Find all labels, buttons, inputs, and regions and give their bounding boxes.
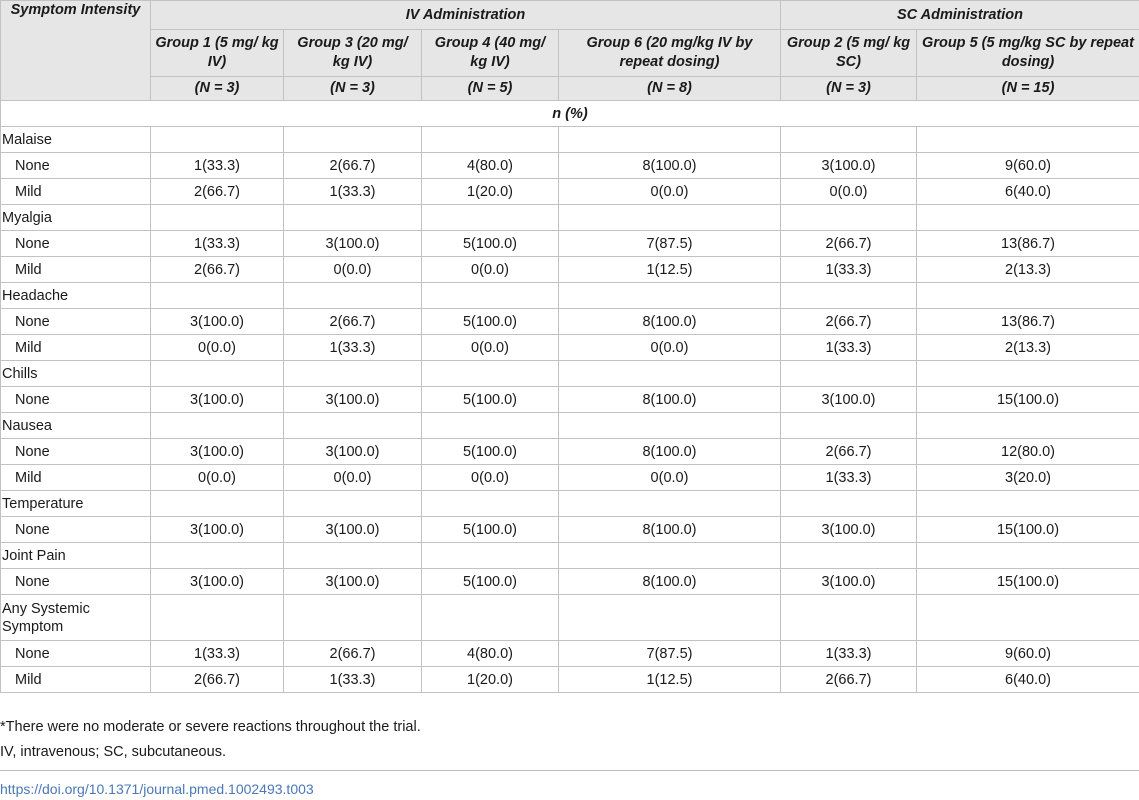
section-label: Myalgia [1, 205, 151, 231]
value-cell: 2(66.7) [781, 667, 917, 693]
intensity-label: None [1, 517, 151, 543]
value-cell: 2(66.7) [781, 439, 917, 465]
table-row [1, 465, 1139, 491]
empty-cell [559, 595, 781, 641]
value-cell: 3(100.0) [151, 439, 284, 465]
table-row [1, 439, 1139, 465]
empty-cell [917, 595, 1139, 641]
value-cell: 3(100.0) [781, 387, 917, 413]
value-cell: 3(100.0) [781, 569, 917, 595]
column-n: (N = 15) [917, 77, 1139, 101]
empty-cell [559, 491, 781, 517]
empty-cell [284, 127, 422, 153]
value-cell: 9(60.0) [917, 641, 1139, 667]
empty-cell [284, 361, 422, 387]
value-cell: 6(40.0) [917, 179, 1139, 205]
empty-cell [422, 595, 559, 641]
empty-cell [422, 283, 559, 309]
table-row [1, 517, 1139, 543]
empty-cell [559, 413, 781, 439]
value-cell: 3(100.0) [151, 387, 284, 413]
value-cell: 1(33.3) [781, 641, 917, 667]
corner-header: Symptom Intensity [1, 1, 151, 101]
value-cell: 15(100.0) [917, 517, 1139, 543]
group-header-sc: SC Administration [781, 1, 1139, 30]
value-cell: 12(80.0) [917, 439, 1139, 465]
empty-cell [917, 413, 1139, 439]
value-cell: 0(0.0) [422, 257, 559, 283]
table-row [1, 309, 1139, 335]
empty-cell [781, 283, 917, 309]
empty-cell [422, 205, 559, 231]
empty-cell [917, 543, 1139, 569]
value-cell: 3(100.0) [284, 517, 422, 543]
value-cell: 0(0.0) [559, 465, 781, 491]
empty-cell [781, 491, 917, 517]
value-cell: 0(0.0) [422, 335, 559, 361]
column-n: (N = 3) [781, 77, 917, 101]
intensity-label: Mild [1, 257, 151, 283]
intensity-label: None [1, 387, 151, 413]
value-cell: 3(100.0) [151, 569, 284, 595]
table-header [1, 1, 1139, 101]
value-cell: 2(66.7) [284, 309, 422, 335]
value-cell: 3(20.0) [917, 465, 1139, 491]
value-cell: 13(86.7) [917, 231, 1139, 257]
empty-cell [559, 361, 781, 387]
value-cell: 15(100.0) [917, 569, 1139, 595]
value-cell: 1(33.3) [151, 641, 284, 667]
empty-cell [781, 127, 917, 153]
value-cell: 1(33.3) [781, 257, 917, 283]
value-cell: 1(33.3) [284, 335, 422, 361]
column-n: (N = 3) [284, 77, 422, 101]
section-row [1, 283, 1139, 309]
value-cell: 5(100.0) [422, 517, 559, 543]
value-cell: 1(33.3) [781, 465, 917, 491]
empty-cell [917, 283, 1139, 309]
intensity-label: Mild [1, 667, 151, 693]
value-cell: 0(0.0) [422, 465, 559, 491]
value-cell: 3(100.0) [781, 153, 917, 179]
empty-cell [284, 283, 422, 309]
section-row [1, 491, 1139, 517]
value-cell: 15(100.0) [917, 387, 1139, 413]
intensity-label: None [1, 309, 151, 335]
empty-cell [559, 127, 781, 153]
column-header: Group 4 (40 mg/ kg IV) [422, 30, 559, 77]
value-cell: 5(100.0) [422, 439, 559, 465]
value-cell: 2(66.7) [151, 257, 284, 283]
empty-cell [781, 543, 917, 569]
column-header: Group 1 (5 mg/ kg IV) [151, 30, 284, 77]
section-label: Headache [1, 283, 151, 309]
empty-cell [559, 205, 781, 231]
intensity-label: None [1, 439, 151, 465]
table-row [1, 179, 1139, 205]
empty-cell [781, 361, 917, 387]
value-cell: 1(12.5) [559, 667, 781, 693]
column-n: (N = 8) [559, 77, 781, 101]
empty-cell [917, 127, 1139, 153]
value-cell: 0(0.0) [559, 179, 781, 205]
value-cell: 3(100.0) [781, 517, 917, 543]
empty-cell [151, 283, 284, 309]
empty-cell [422, 543, 559, 569]
value-cell: 1(20.0) [422, 667, 559, 693]
section-label: Temperature [1, 491, 151, 517]
section-label: Chills [1, 361, 151, 387]
value-cell: 0(0.0) [151, 335, 284, 361]
table-row [1, 335, 1139, 361]
table-row [1, 231, 1139, 257]
value-cell: 7(87.5) [559, 231, 781, 257]
column-header: Group 2 (5 mg/ kg SC) [781, 30, 917, 77]
value-cell: 2(13.3) [917, 257, 1139, 283]
value-cell: 1(33.3) [781, 335, 917, 361]
empty-cell [151, 413, 284, 439]
section-row [1, 127, 1139, 153]
section-row [1, 595, 1139, 641]
value-cell: 3(100.0) [284, 231, 422, 257]
value-cell: 2(66.7) [781, 309, 917, 335]
value-cell: 8(100.0) [559, 439, 781, 465]
value-cell: 3(100.0) [151, 517, 284, 543]
section-row [1, 205, 1139, 231]
column-header: Group 3 (20 mg/ kg IV) [284, 30, 422, 77]
section-label: Malaise [1, 127, 151, 153]
empty-cell [559, 283, 781, 309]
value-cell: 1(12.5) [559, 257, 781, 283]
empty-cell [781, 413, 917, 439]
column-header: Group 5 (5 mg/kg SC by repeat dosing) [917, 30, 1139, 77]
value-cell: 0(0.0) [781, 179, 917, 205]
value-cell: 1(33.3) [151, 153, 284, 179]
value-cell: 5(100.0) [422, 231, 559, 257]
value-cell: 3(100.0) [284, 387, 422, 413]
value-cell: 0(0.0) [284, 257, 422, 283]
value-cell: 8(100.0) [559, 569, 781, 595]
empty-cell [284, 205, 422, 231]
value-cell: 3(100.0) [284, 569, 422, 595]
intensity-label: Mild [1, 465, 151, 491]
table-row [1, 667, 1139, 693]
group-header-iv: IV Administration [151, 1, 781, 30]
empty-cell [422, 127, 559, 153]
table-row [1, 153, 1139, 179]
empty-cell [284, 543, 422, 569]
value-cell: 1(20.0) [422, 179, 559, 205]
intensity-label: Mild [1, 335, 151, 361]
intensity-label: None [1, 569, 151, 595]
table-row [1, 569, 1139, 595]
section-row [1, 543, 1139, 569]
value-cell: 7(87.5) [559, 641, 781, 667]
table-row [1, 641, 1139, 667]
value-cell: 0(0.0) [559, 335, 781, 361]
value-cell: 2(66.7) [151, 667, 284, 693]
empty-cell [151, 543, 284, 569]
empty-cell [917, 361, 1139, 387]
empty-cell [151, 205, 284, 231]
empty-cell [781, 205, 917, 231]
value-cell: 2(66.7) [284, 641, 422, 667]
value-cell: 0(0.0) [151, 465, 284, 491]
value-cell: 1(33.3) [151, 231, 284, 257]
empty-cell [422, 491, 559, 517]
empty-cell [151, 595, 284, 641]
table-row [1, 387, 1139, 413]
value-cell: 13(86.7) [917, 309, 1139, 335]
value-cell: 5(100.0) [422, 569, 559, 595]
empty-cell [151, 361, 284, 387]
section-label: Nausea [1, 413, 151, 439]
value-cell: 2(66.7) [284, 153, 422, 179]
value-cell: 3(100.0) [284, 439, 422, 465]
value-cell: 4(80.0) [422, 641, 559, 667]
value-cell: 2(13.3) [917, 335, 1139, 361]
value-cell: 9(60.0) [917, 153, 1139, 179]
value-cell: 8(100.0) [559, 387, 781, 413]
value-cell: 1(33.3) [284, 667, 422, 693]
value-cell: 6(40.0) [917, 667, 1139, 693]
unit-label: n (%) [1, 101, 1139, 127]
empty-cell [284, 413, 422, 439]
column-n: (N = 3) [151, 77, 284, 101]
intensity-label: None [1, 153, 151, 179]
empty-cell [422, 413, 559, 439]
table-body [1, 101, 1139, 693]
empty-cell [151, 127, 284, 153]
section-row [1, 413, 1139, 439]
abbreviations-note: IV, intravenous; SC, subcutaneous. [0, 744, 226, 760]
value-cell: 4(80.0) [422, 153, 559, 179]
value-cell: 5(100.0) [422, 309, 559, 335]
column-n: (N = 5) [422, 77, 559, 101]
table-row [1, 257, 1139, 283]
value-cell: 8(100.0) [559, 517, 781, 543]
value-cell: 3(100.0) [151, 309, 284, 335]
section-row [1, 361, 1139, 387]
doi-link[interactable]: https://doi.org/10.1371/journal.pmed.1002493.t003 [0, 781, 314, 797]
intensity-label: None [1, 641, 151, 667]
empty-cell [284, 491, 422, 517]
value-cell: 2(66.7) [151, 179, 284, 205]
divider [0, 770, 1139, 771]
value-cell: 2(66.7) [781, 231, 917, 257]
footnote: *There were no moderate or severe reactions throughout the trial. [0, 719, 421, 735]
empty-cell [422, 361, 559, 387]
intensity-label: None [1, 231, 151, 257]
unit-row [1, 101, 1139, 127]
empty-cell [284, 595, 422, 641]
intensity-label: Mild [1, 179, 151, 205]
empty-cell [781, 595, 917, 641]
section-label: Any Systemic Symptom [1, 595, 151, 641]
column-header: Group 6 (20 mg/kg IV by repeat dosing) [559, 30, 781, 77]
empty-cell [917, 491, 1139, 517]
empty-cell [151, 491, 284, 517]
value-cell: 5(100.0) [422, 387, 559, 413]
value-cell: 1(33.3) [284, 179, 422, 205]
empty-cell [917, 205, 1139, 231]
value-cell: 8(100.0) [559, 153, 781, 179]
section-label: Joint Pain [1, 543, 151, 569]
value-cell: 8(100.0) [559, 309, 781, 335]
value-cell: 0(0.0) [284, 465, 422, 491]
empty-cell [559, 543, 781, 569]
